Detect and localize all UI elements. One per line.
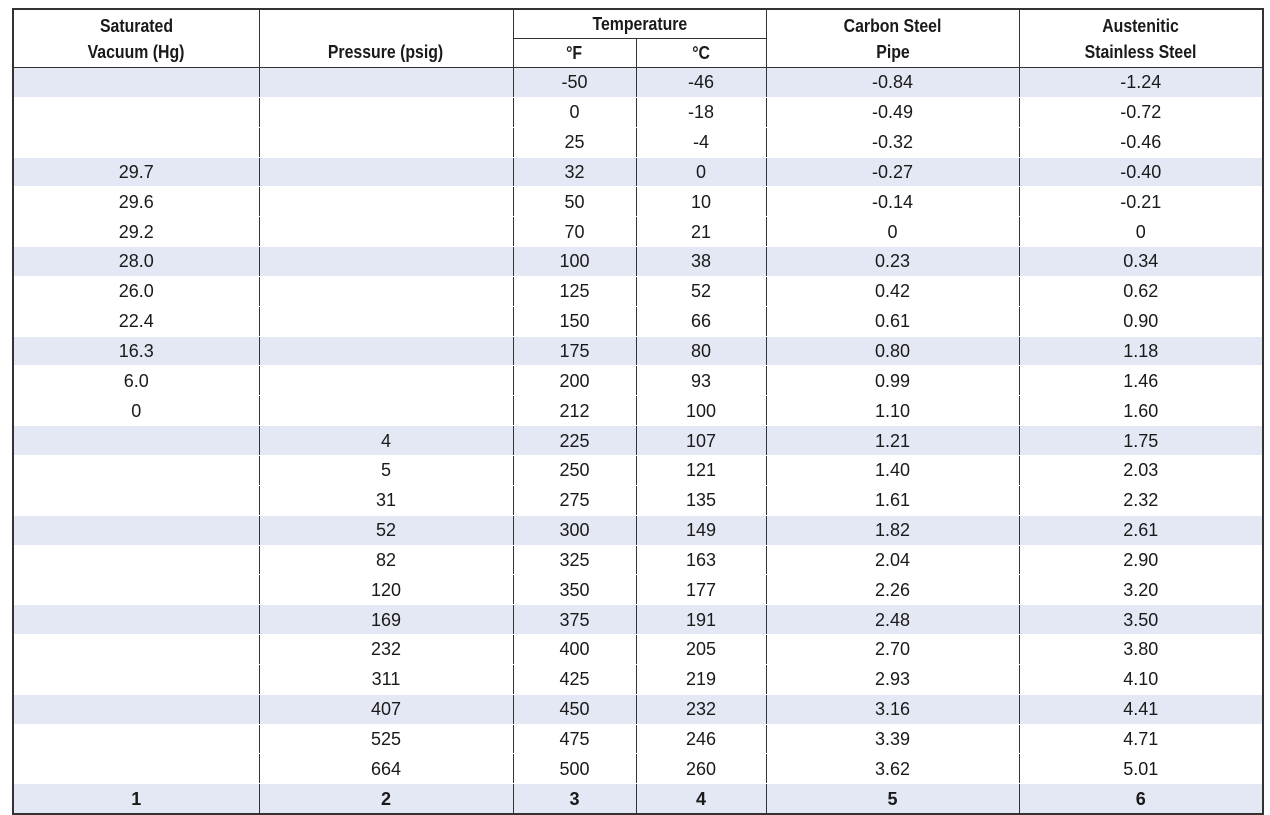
cell-stainless-steel: 0.34 [1019,247,1263,277]
table-row [13,396,1263,426]
cell-pressure [259,366,513,396]
cell-temp-c: -4 [636,127,766,157]
table-row [13,575,1263,605]
cell-temp-c: 260 [636,754,766,784]
cell-temp-c: -18 [636,97,766,127]
table-row [13,455,1263,485]
cell-stainless-steel: -0.72 [1019,97,1263,127]
cell-vacuum: 22.4 [13,306,259,336]
cell-pressure: 664 [259,754,513,784]
cell-temp-f: 100 [513,247,636,277]
expansion-table [12,8,1264,815]
cell-temp-f: 70 [513,217,636,247]
header-saturated-vacuum [13,9,259,68]
column-number: 6 [1019,784,1263,814]
cell-temp-f: 275 [513,485,636,515]
cell-stainless-steel: 2.03 [1019,455,1263,485]
cell-carbon-steel: -0.49 [766,97,1019,127]
cell-temp-c: 21 [636,217,766,247]
header-saturated-line1: Saturated [99,15,173,36]
cell-stainless-steel: 3.80 [1019,635,1263,665]
cell-stainless-steel: 1.60 [1019,396,1263,426]
table-row [13,426,1263,456]
cell-temp-f: 450 [513,694,636,724]
cell-vacuum: 29.2 [13,217,259,247]
cell-vacuum [13,724,259,754]
cell-carbon-steel: 3.39 [766,724,1019,754]
cell-temp-f: 300 [513,515,636,545]
header-saturated-line2: Vacuum (Hg) [87,41,185,62]
header-temperature-label: Temperature [592,14,687,34]
cell-vacuum [13,485,259,515]
table-row [13,187,1263,217]
cell-stainless-steel: 1.75 [1019,426,1263,456]
cell-stainless-steel: 0 [1019,217,1263,247]
cell-vacuum [13,426,259,456]
cell-vacuum [13,754,259,784]
cell-vacuum: 0 [13,396,259,426]
cell-temp-f: 125 [513,276,636,306]
cell-pressure [259,157,513,187]
cell-stainless-steel: 1.18 [1019,336,1263,366]
cell-carbon-steel: 2.93 [766,664,1019,694]
cell-carbon-steel: 3.16 [766,694,1019,724]
table-row [13,515,1263,545]
cell-vacuum: 29.7 [13,157,259,187]
cell-vacuum [13,68,259,98]
cell-temp-f: 325 [513,545,636,575]
cell-carbon-steel: 1.61 [766,485,1019,515]
header-temp-f [513,39,636,68]
cell-temp-c: 205 [636,635,766,665]
table-row [13,68,1263,98]
header-carbon-line2: Pipe [875,41,910,62]
cell-vacuum [13,455,259,485]
cell-carbon-steel: -0.32 [766,127,1019,157]
cell-carbon-steel: 0.61 [766,306,1019,336]
cell-vacuum: 28.0 [13,247,259,277]
header-stainless-line2: Stainless Steel [1084,41,1197,62]
table-container [12,8,1262,815]
cell-temp-f: 32 [513,157,636,187]
cell-temp-f: 25 [513,127,636,157]
cell-pressure [259,127,513,157]
cell-pressure [259,187,513,217]
cell-temp-c: 52 [636,276,766,306]
table-row [13,545,1263,575]
cell-temp-c: 135 [636,485,766,515]
cell-temp-c: 66 [636,306,766,336]
cell-carbon-steel: 2.48 [766,605,1019,635]
cell-temp-f: 150 [513,306,636,336]
cell-vacuum: 16.3 [13,336,259,366]
table-row [13,635,1263,665]
cell-temp-c: 121 [636,455,766,485]
cell-temp-c: 0 [636,157,766,187]
cell-pressure [259,276,513,306]
cell-temp-c: 177 [636,575,766,605]
cell-temp-f: 400 [513,635,636,665]
cell-vacuum: 29.6 [13,187,259,217]
cell-carbon-steel: 0.80 [766,336,1019,366]
cell-carbon-steel: 0.99 [766,366,1019,396]
cell-stainless-steel: 4.10 [1019,664,1263,694]
table-row [13,157,1263,187]
cell-temp-c: 80 [636,336,766,366]
table-row [13,366,1263,396]
cell-carbon-steel: 1.40 [766,455,1019,485]
table-row [13,724,1263,754]
header-stainless-steel [1019,9,1263,68]
table-row [13,247,1263,277]
cell-pressure: 169 [259,605,513,635]
cell-stainless-steel: 2.90 [1019,545,1263,575]
cell-carbon-steel: -0.84 [766,68,1019,98]
header-pressure-label: Pressure (psig) [328,42,444,62]
column-number: 1 [13,784,259,814]
column-number: 3 [513,784,636,814]
cell-temp-c: 107 [636,426,766,456]
cell-temp-f: 375 [513,605,636,635]
cell-carbon-steel: -0.27 [766,157,1019,187]
cell-pressure: 525 [259,724,513,754]
cell-vacuum: 26.0 [13,276,259,306]
cell-temp-c: 100 [636,396,766,426]
cell-carbon-steel: 1.82 [766,515,1019,545]
cell-stainless-steel: 3.20 [1019,575,1263,605]
cell-pressure [259,97,513,127]
table-header [13,9,1263,68]
cell-carbon-steel: 3.62 [766,754,1019,784]
cell-temp-f: 175 [513,336,636,366]
header-temp-c [636,39,766,68]
cell-stainless-steel: -0.46 [1019,127,1263,157]
cell-pressure: 311 [259,664,513,694]
cell-carbon-steel: 1.21 [766,426,1019,456]
cell-vacuum [13,97,259,127]
cell-stainless-steel: 2.61 [1019,515,1263,545]
cell-temp-f: 0 [513,97,636,127]
cell-vacuum [13,635,259,665]
table-row [13,664,1263,694]
cell-temp-c: -46 [636,68,766,98]
table-row [13,605,1263,635]
cell-carbon-steel: 1.10 [766,396,1019,426]
cell-pressure [259,396,513,426]
cell-carbon-steel: 0.42 [766,276,1019,306]
cell-vacuum [13,664,259,694]
cell-temp-f: 350 [513,575,636,605]
cell-temp-c: 232 [636,694,766,724]
cell-stainless-steel: -1.24 [1019,68,1263,98]
cell-pressure: 31 [259,485,513,515]
cell-vacuum [13,127,259,157]
cell-stainless-steel: 2.32 [1019,485,1263,515]
cell-temp-c: 191 [636,605,766,635]
table-row [13,306,1263,336]
column-number-row [13,784,1263,814]
cell-vacuum [13,694,259,724]
cell-temp-f: 500 [513,754,636,784]
table-row [13,754,1263,784]
cell-stainless-steel: 4.41 [1019,694,1263,724]
cell-pressure: 4 [259,426,513,456]
table-row [13,694,1263,724]
cell-vacuum [13,575,259,605]
cell-temp-c: 93 [636,366,766,396]
cell-stainless-steel: 5.01 [1019,754,1263,784]
cell-temp-c: 219 [636,664,766,694]
cell-carbon-steel: 0 [766,217,1019,247]
header-temp-c-label: °C [692,43,710,63]
cell-carbon-steel: 0.23 [766,247,1019,277]
cell-pressure: 82 [259,545,513,575]
header-temp-f-label: °F [566,43,583,63]
cell-temp-f: 225 [513,426,636,456]
cell-stainless-steel: 1.46 [1019,366,1263,396]
cell-vacuum [13,605,259,635]
cell-temp-c: 163 [636,545,766,575]
cell-pressure [259,68,513,98]
cell-temp-c: 38 [636,247,766,277]
cell-stainless-steel: 0.62 [1019,276,1263,306]
cell-pressure: 232 [259,635,513,665]
cell-carbon-steel: -0.14 [766,187,1019,217]
table-row [13,217,1263,247]
table-row [13,276,1263,306]
header-pressure [259,9,513,68]
cell-carbon-steel: 2.70 [766,635,1019,665]
cell-pressure [259,217,513,247]
column-number: 2 [259,784,513,814]
header-temperature [513,9,766,39]
cell-temp-f: 475 [513,724,636,754]
cell-stainless-steel: -0.40 [1019,157,1263,187]
column-number: 5 [766,784,1019,814]
cell-stainless-steel: -0.21 [1019,187,1263,217]
cell-temp-f: 425 [513,664,636,694]
cell-pressure [259,247,513,277]
cell-vacuum: 6.0 [13,366,259,396]
cell-temp-c: 246 [636,724,766,754]
cell-stainless-steel: 3.50 [1019,605,1263,635]
cell-pressure: 52 [259,515,513,545]
cell-temp-c: 10 [636,187,766,217]
cell-carbon-steel: 2.04 [766,545,1019,575]
cell-stainless-steel: 0.90 [1019,306,1263,336]
cell-pressure: 5 [259,455,513,485]
cell-temp-f: -50 [513,68,636,98]
header-stainless-line1: Austenitic [1102,15,1180,36]
column-number: 4 [636,784,766,814]
cell-temp-f: 250 [513,455,636,485]
table-row [13,485,1263,515]
cell-pressure: 120 [259,575,513,605]
cell-pressure [259,336,513,366]
header-carbon-line1: Carbon Steel [843,15,942,36]
cell-carbon-steel: 2.26 [766,575,1019,605]
table-row [13,97,1263,127]
cell-vacuum [13,545,259,575]
header-carbon-steel [766,9,1019,68]
table-row [13,336,1263,366]
table-row [13,127,1263,157]
cell-pressure [259,306,513,336]
cell-temp-c: 149 [636,515,766,545]
cell-vacuum [13,515,259,545]
table-body [13,68,1263,815]
cell-temp-f: 212 [513,396,636,426]
cell-pressure: 407 [259,694,513,724]
cell-stainless-steel: 4.71 [1019,724,1263,754]
cell-temp-f: 200 [513,366,636,396]
cell-temp-f: 50 [513,187,636,217]
